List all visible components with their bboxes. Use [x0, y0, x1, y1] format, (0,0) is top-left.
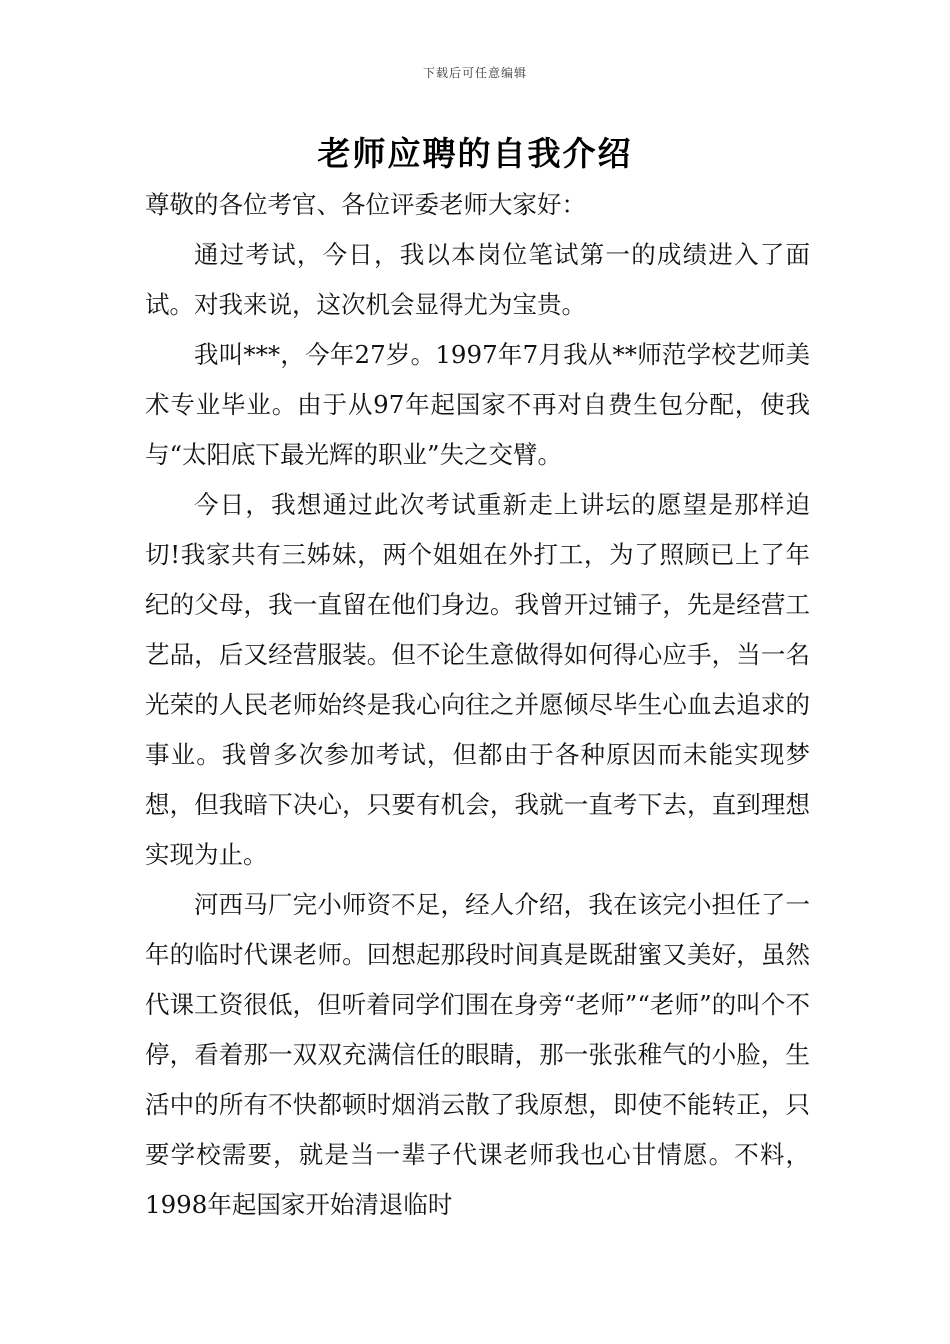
header-note: 下载后可任意编辑 — [422, 66, 527, 80]
greeting-line: 尊敬的各位考官、各位评委老师大家好： — [145, 190, 586, 219]
document-body — [145, 180, 810, 1230]
paragraph-1: 通过考试，今日，我以本岗位笔试第一的成绩进入了面试。对我来说，这次机会显得尤为宝贵。 — [145, 240, 810, 319]
paragraph-3: 今日，我想通过此次考试重新走上讲坛的愿望是那样迫切!我家共有三姊妹，两个姐姐在外打工，为了照顾已上了年纪的父母，我一直留在他们身边。我曾开过铺子，先是经营工艺品，后又经营服装。但不论生意做得如何得心应手，当一名光荣的人民老师始终是我心向往之并愿倾尽毕生心血去追求的事业。我曾多次参加考试，但都由于各种原因而未能实现梦想，但我暗下决心，只要有机会，我就一直考下去，直到理想实现为止。 — [145, 490, 810, 869]
paragraph-2: 我叫***，今年27岁。1997年7月我从**师范学校艺师美术专业毕业。由于从97年起国家不再对自费生包分配，使我与“太阳底下最光辉的职业”失之交臂。 — [145, 340, 810, 469]
document-title: 老师应聘的自我介绍 — [317, 134, 633, 173]
paragraph-4: 河西马厂完小师资不足，经人介绍，我在该完小担任了一年的临时代课老师。回想起那段时间真是既甜蜜又美好，虽然代课工资很低，但听着同学们围在身旁“老师”“老师”的叫个不停，看着那一双双充满信任的眼睛，那一张张稚气的小脸，生活中的所有不快都顿时烟消云散了我原想，即使不能转正，只要学校需要，就是当一辈子代课老师我也心甘情愿。不料，1998年起国家开始清退临时 — [145, 890, 810, 1219]
